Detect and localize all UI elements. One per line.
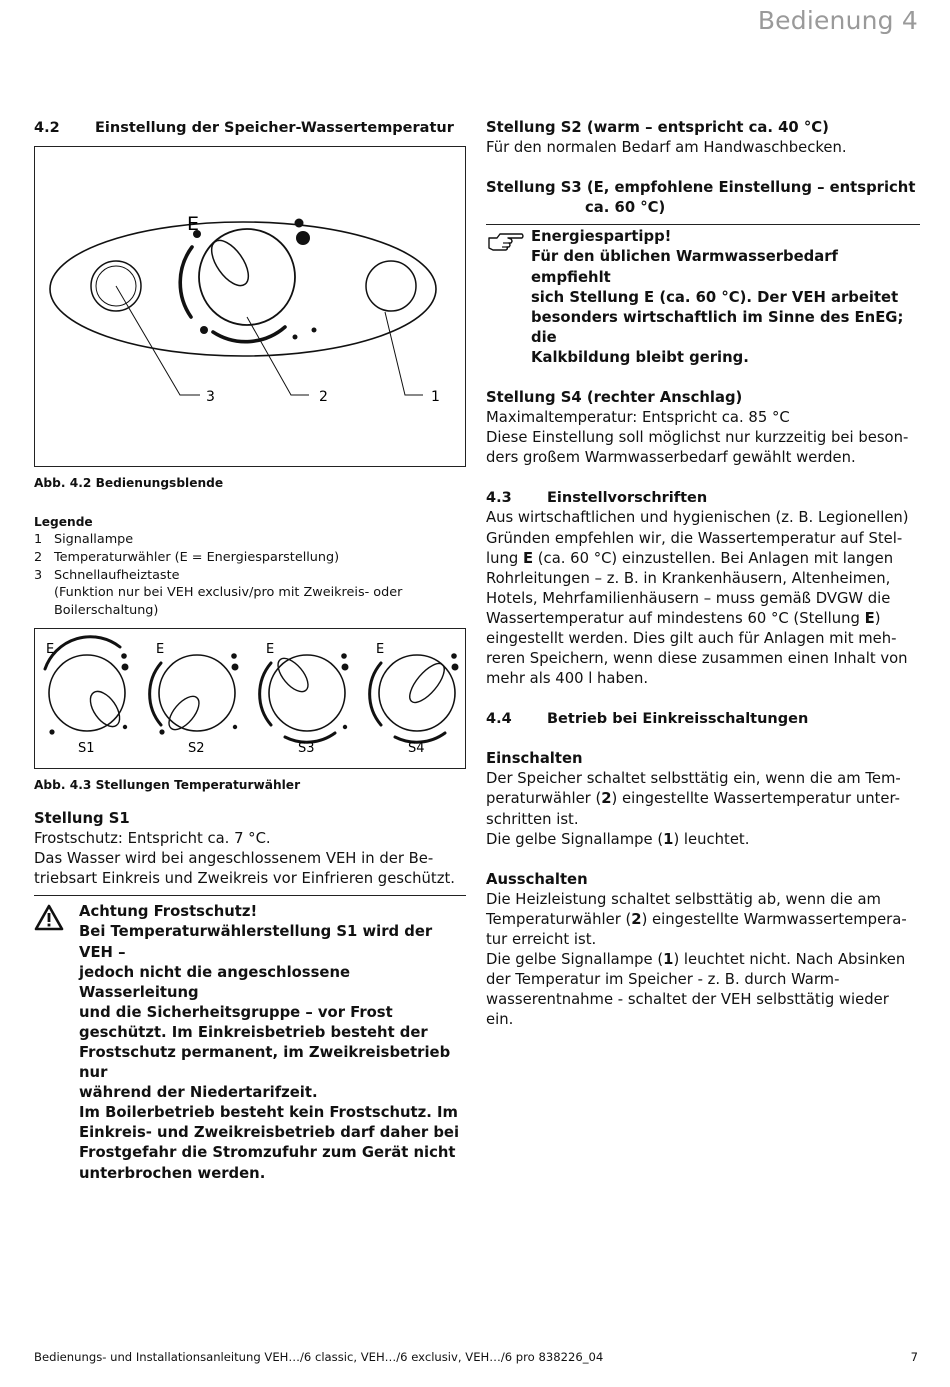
text-line: Diese Einstellung soll möglichst nur kurzzeitig bei beson- <box>486 429 909 447</box>
legend-item: 2 Temperaturwähler (E = Energiesparstellung) <box>34 549 340 565</box>
dial-s1 <box>45 637 129 756</box>
control-panel-illustration <box>35 147 464 465</box>
e-marker: E <box>376 641 385 657</box>
e-marker: E <box>46 641 55 657</box>
warning-triangle-icon <box>34 902 79 1183</box>
text-line: ders großem Warmwasserbedarf gewählt werden. <box>486 449 856 467</box>
text-line: Frostschutz: Entspricht ca. 7 °C. <box>34 830 271 848</box>
figure-caption-4-2: Abb. 4.2 Bedienungsblende <box>34 476 224 490</box>
subheading-s3-cont: ca. 60 °C) <box>585 199 666 217</box>
warning-text: Achtung Frostschutz! Bei Temperaturwählerstellung S1 wird der VEH – jedoch nicht die angeschlossene Wasserleitung und die Sicherheitsgruppe – vor Frost geschützt. Im Einkreisbetrieb besteht der Frostschutz permanent, im Zweikreisbetrieb nur während der Niedertarifzeit. Im Boilerbetrieb besteht kein Frostschutz. Im Einkreis- und Zweikreisbetrieb darf daher bei Frostgefahr die Stromzufuhr zum Gerät nicht unterbrochen werden. <box>79 903 460 1182</box>
divider <box>486 224 920 225</box>
subheading-s2: Stellung S2 (warm – entspricht ca. 40 °C) <box>486 119 829 136</box>
subheading-s3: Stellung S3 (E, empfohlene Einstellung – entspricht <box>486 179 916 197</box>
legend-title: Legende <box>34 515 93 529</box>
e-marker: E <box>156 641 165 657</box>
section-title: Einstellvorschriften <box>547 490 708 507</box>
text-line: wasserentnahme - schaltet der VEH selbsttätig wieder <box>486 991 889 1009</box>
legend-list <box>34 531 466 620</box>
section-heading-4-2 <box>34 118 466 138</box>
text-line: Der Speicher schaltet selbsttätig ein, wenn die am Tem- <box>486 770 901 788</box>
legend-item: 1 Signallampe <box>34 532 134 547</box>
section-title: Betrieb bei Einkreisschaltungen <box>547 711 809 728</box>
e-marker: E <box>187 213 200 235</box>
text-line: Hotels, Mehrfamilienhäusern – muss gemäß DVGW die <box>486 589 891 607</box>
text-line: eingestellt werden. Dies gilt auch für Anlagen mit meh- <box>486 629 897 647</box>
text-line: Das Wasser wird bei angeschlossenem VEH in der Be- <box>34 850 434 868</box>
section-number: 4.2 <box>34 120 60 136</box>
dial-s4 <box>370 642 459 756</box>
dial-label-s2: S2 <box>188 740 205 756</box>
text-line: mehr als 400 l haben. <box>486 670 649 688</box>
text-line: Wassertemperatur auf mindestens 60 °C (Stellung E) <box>486 609 881 627</box>
text-line: Die Heizleistung schaltet selbsttätig ab, wenn die am <box>486 890 881 908</box>
text-line: reren Speichern, wenn diese zusammen einen Inhalt von <box>486 650 908 668</box>
callout-3: 3 <box>206 389 215 405</box>
figure-control-panel <box>34 146 466 467</box>
text-line: Temperaturwähler (2) eingestellte Warmwassertempera- <box>486 910 907 928</box>
text-line: Gründen empfehlen wir, die Wassertemperatur auf Stel- <box>486 529 903 547</box>
footer-text: Bedienungs- und Installationsanleitung VEH…/6 classic, VEH…/6 exclusiv, VEH…/6 pro 838226_04 <box>34 1350 604 1364</box>
section-number: 4.3 <box>486 490 512 507</box>
dial-label-s3: S3 <box>298 740 315 756</box>
text-line: lung E (ca. 60 °C) einzustellen. Bei Anlagen mit langen <box>486 549 894 567</box>
dial-s2 <box>150 642 239 756</box>
subheading-s4: Stellung S4 (rechter Anschlag) <box>486 389 743 407</box>
subheading-s1: Stellung S1 <box>34 809 130 827</box>
text-line: triebsart Einkreis und Zweikreis vor Einfrieren geschützt. <box>34 870 455 888</box>
figure-dial-positions <box>34 628 466 769</box>
section-title: Einstellung der Speicher-Wassertemperatur <box>95 120 454 136</box>
figure-caption-4-3: Abb. 4.3 Stellungen Temperaturwähler <box>34 777 301 792</box>
tip-note <box>486 227 920 368</box>
text-line: Für den normalen Bedarf am Handwaschbecken. <box>486 139 847 157</box>
section-heading-4-3 <box>486 488 920 508</box>
text-line: tur erreicht ist. <box>486 931 597 948</box>
e-marker: E <box>266 641 275 657</box>
page-footer <box>34 1350 918 1364</box>
tip-text: Energiespartipp! Für den üblichen Warmwasserbedarf empfiehlt sich Stellung E (ca. 60 °C). Der VEH arbeitet besonders wirtschaftlich im Sinne des EnEG; die Kalkbildung bleibt gering. <box>531 228 904 366</box>
subheading-einschalten: Einschalten <box>486 750 583 768</box>
warning-note <box>34 902 466 1183</box>
callout-1: 1 <box>431 389 440 405</box>
left-column <box>34 118 466 1184</box>
text-line: Aus wirtschaftlichen und hygienischen (z. B. Legionellen) <box>486 509 909 527</box>
legend-item: (Funktion nur bei VEH exclusiv/pro mit Zweikreis- oder <box>54 585 403 601</box>
text-line: schritten ist. <box>486 810 579 828</box>
callout-2: 2 <box>319 389 328 405</box>
divider <box>34 895 466 896</box>
dial-label-s4: S4 <box>408 740 425 756</box>
section-number: 4.4 <box>486 711 512 728</box>
pointing-hand-icon <box>486 227 531 368</box>
text-line: ein. <box>486 1011 514 1029</box>
page-number: 7 <box>910 1350 918 1364</box>
text-line: Die gelbe Signallampe (1) leuchtet. <box>486 830 750 848</box>
page-header: Bedienung 4 <box>757 6 918 35</box>
text-line: Die gelbe Signallampe (1) leuchtet nicht. Nach Absinken <box>486 951 906 969</box>
text-line: der Temperatur im Speicher - z. B. durch Warm- <box>486 971 840 989</box>
legend-item: Boilerschaltung) <box>54 603 159 619</box>
text-line: peraturwähler (2) eingestellte Wassertemperatur unter- <box>486 790 900 808</box>
legend-item: 3 Schnellaufheiztaste <box>34 567 180 583</box>
dial-positions-illustration <box>35 629 464 767</box>
subheading-ausschalten: Ausschalten <box>486 870 588 888</box>
right-column <box>486 118 920 1030</box>
text-line: Maximaltemperatur: Entspricht ca. 85 °C <box>486 409 790 427</box>
dial-s3 <box>260 642 349 756</box>
dial-label-s1: S1 <box>78 740 95 756</box>
text-line: Rohrleitungen – z. B. in Krankenhäusern, Altenheimen, <box>486 569 891 587</box>
section-heading-4-4 <box>486 709 920 729</box>
